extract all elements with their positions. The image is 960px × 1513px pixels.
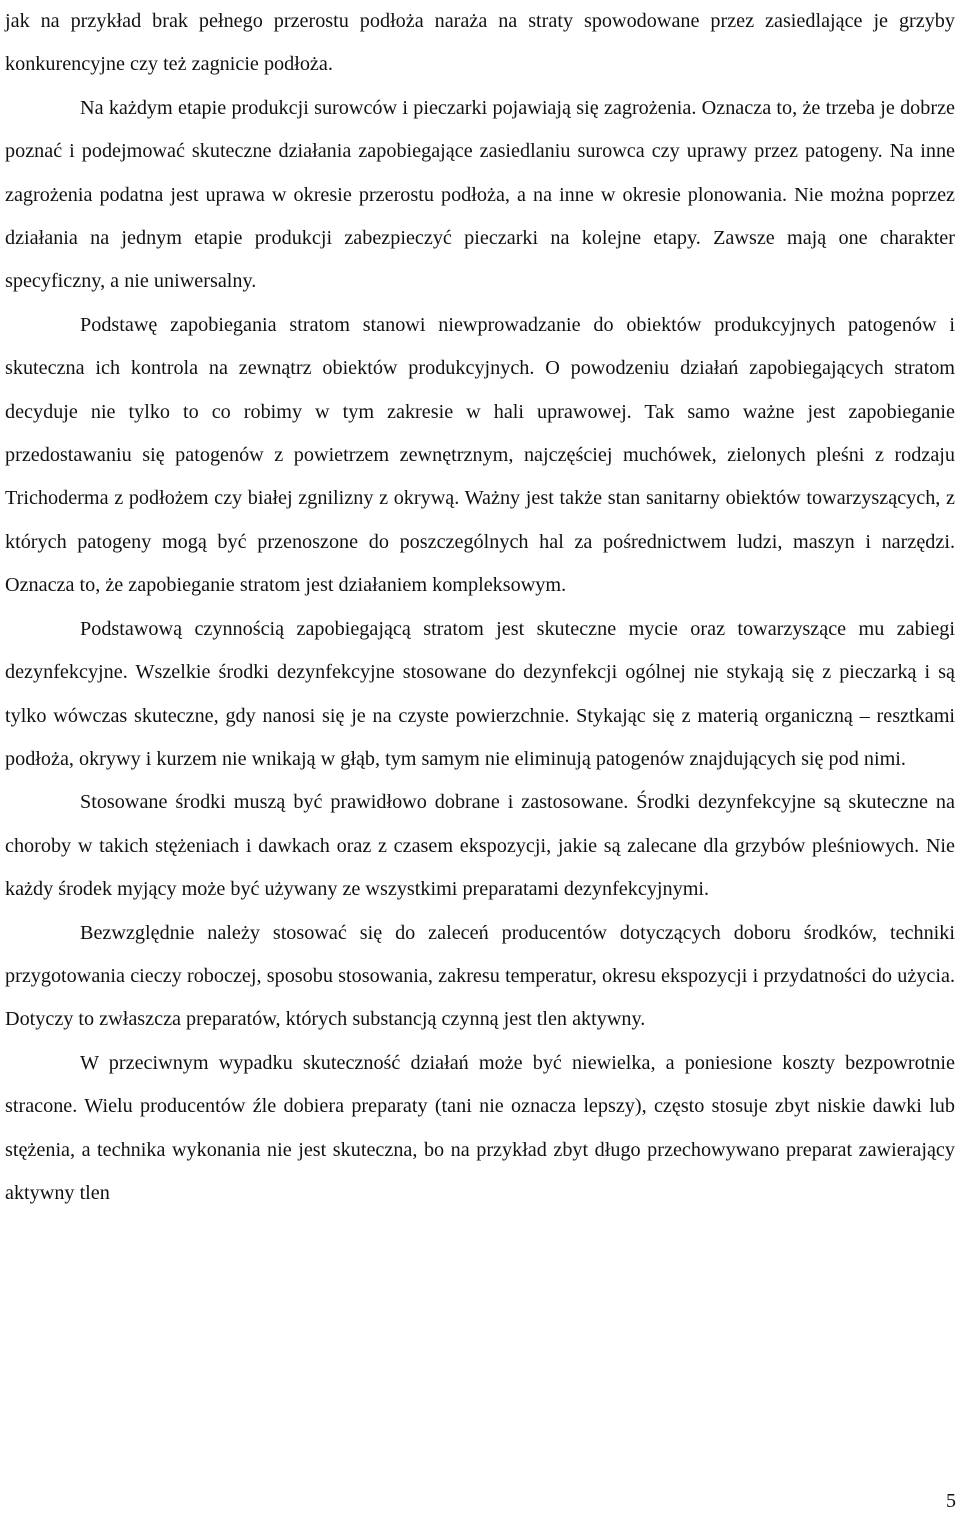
paragraph-washing-disinfection: Podstawową czynnością zapobiegającą stratom jest skuteczne mycie oraz towarzyszące mu zabiegi dezynfekcyjne. Wszelkie środki dezynfekcyjne stosowane do dezynfekcji ogólnej nie stykają się z pieczarką i są tylko wówczas skuteczne, gdy nanosi się je na czyste powierzchnie. Stykając się z materią organiczną – resztkami podłoża, okrywy i kurzem nie wnikają w głąb, tym samym nie eliminują patogenów znajdujących się pod nimi. xyxy=(5,617,955,770)
paragraph-manufacturer-recommendations: Bezwzględnie należy stosować się do zaleceń producentów dotyczących doboru środków, techniki przygotowania cieczy roboczej, sposobu stosowania, zakresu temperatur, okresu ekspozycji i przydatności do użycia. Dotyczy to zwłaszcza preparatów, których substancją czynną jest tlen aktywny. xyxy=(5,921,955,1031)
paragraph-prevention-basis: Podstawę zapobiegania stratom stanowi niewprowadzanie do obiektów produkcyjnych patogenów i skuteczna ich kontrola na zewnątrz obiektów produkcyjnych. O powodzeniu działań zapobiegających stratom decyduje nie tylko to co robimy w tym zakresie w hali uprawowej. Tak samo ważne jest zapobieganie przedostawaniu się patogenów z powietrzem zewnętrznym, najczęściej muchówek, zielonych pleśni z rodzaju Trichoderma z podłożem czy białej zgnilizny z okrywą. Ważny jest także stan sanitarny obiektów towarzyszących, z których patogeny mogą być przenoszone do poszczególnych hal za pośrednictwem ludzi, maszyn i narzędzi. Oznacza to, że zapobieganie stratom jest działaniem kompleksowym. xyxy=(5,313,955,597)
paragraph-threats: Na każdym etapie produkcji surowców i pieczarki pojawiają się zagrożenia. Oznacza to, że trzeba je dobrze poznać i podejmować skuteczne działania zapobiegające zasiedlaniu surowca czy uprawy przez patogeny. Na inne zagrożenia podatna jest uprawa w okresie przerostu podłoża, a na inne w okresie plonowania. Nie można poprzez działania na jednym etapie produkcji zabezpieczyć pieczarki na kolejne etapy. Zawsze mają one charakter specyficzny, a nie uniwersalny. xyxy=(5,96,955,293)
paragraph-agents-selection: Stosowane środki muszą być prawidłowo dobrane i zastosowane. Środki dezynfekcyjne są skuteczne na choroby w takich stężeniach i dawkach oraz z czasem ekspozycji, jakie są zalecane dla grzybów pleśniowych. Nie każdy środek myjący może być używany ze wszystkimi preparatami dezynfekcyjnymi. xyxy=(5,791,955,901)
document-page xyxy=(5,0,955,1215)
page-number: 5 xyxy=(946,1490,956,1512)
paragraph-consequences: W przeciwnym wypadku skuteczność działań może być niewielka, a poniesione koszty bezpowrotnie stracone. Wielu producentów źle dobiera preparaty (tani nie oznacza lepszy), często stosuje zbyt niskie dawki lub stężenia, a technika wykonania nie jest skuteczna, bo na przykład zbyt długo przechowywano preparat zawierający aktywny tlen xyxy=(5,1051,955,1204)
paragraph-continuation: jak na przykład brak pełnego przerostu podłoża naraża na straty spowodowane przez zasiedlające je grzyby konkurencyjne czy też zagnicie podłoża. xyxy=(5,10,955,76)
